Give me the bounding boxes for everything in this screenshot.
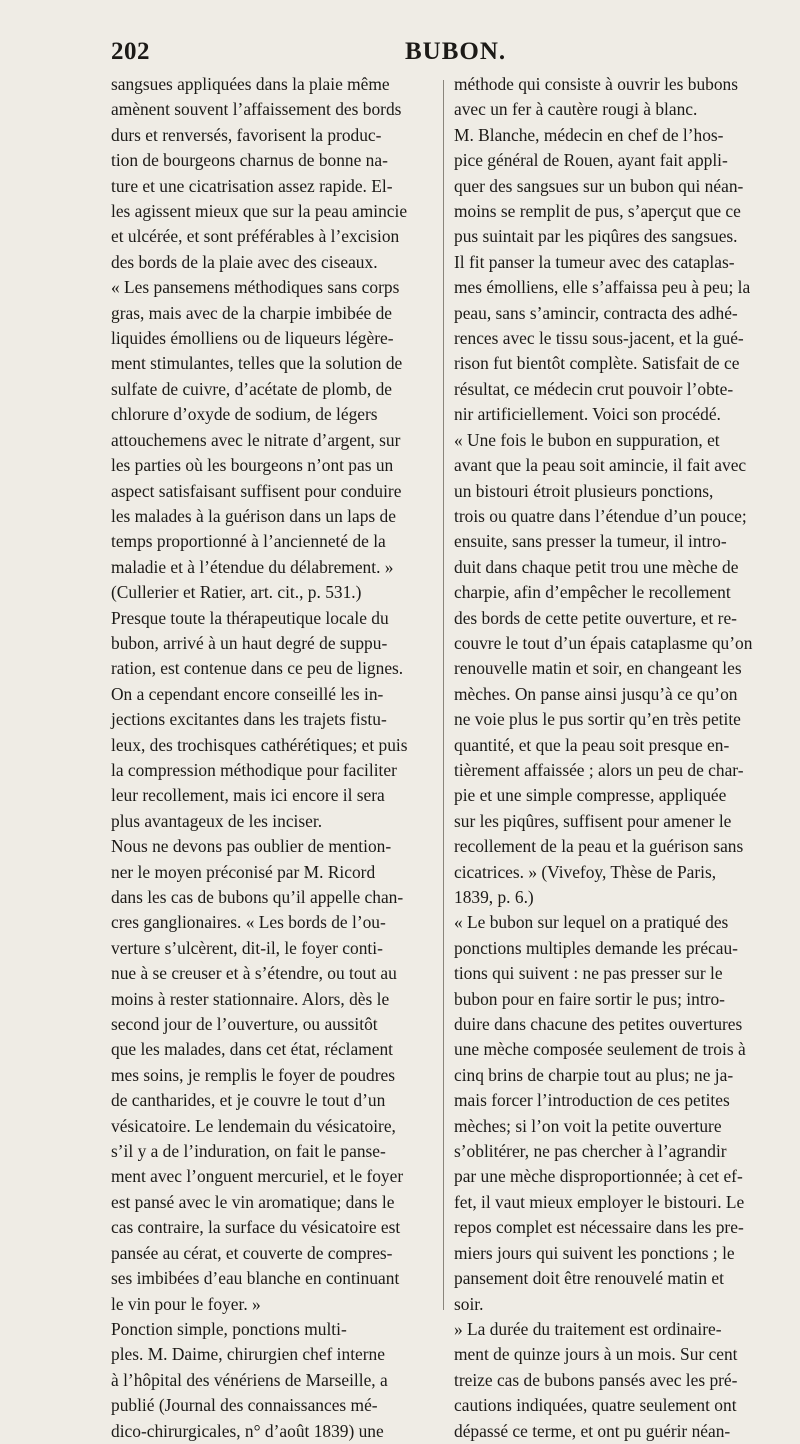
text-line: treize cas de bubons pansés avec les pré- (454, 1369, 738, 1390)
text-line: ne voie plus le pus sortir qu’en très petite (454, 709, 741, 730)
running-head: BUBON. (405, 38, 507, 65)
text-line: ses imbibées d’eau blanche en continuant (111, 1268, 400, 1289)
text-line: moins à rester stationnaire. Alors, dès le (111, 988, 390, 1009)
text-line: plus avantageux de les inciser. (111, 810, 323, 831)
text-line: pansement doit être renouvelé matin et (454, 1268, 724, 1289)
text-line: les parties où les bourgeons n’ont pas un (111, 455, 394, 476)
text-line: publié (Journal des connaissances mé- (111, 1395, 378, 1416)
right-column (454, 72, 774, 1444)
text-line: pice général de Rouen, ayant fait appli- (454, 150, 728, 171)
text-line: cres ganglionaires. « Les bords de l’ou- (111, 912, 386, 933)
text-line: quer des sangsues sur un bubon qui néan- (454, 175, 744, 196)
text-line: sur les piqûres, suffisent pour amener le (454, 810, 732, 831)
text-line: « Le bubon sur lequel on a pratiqué des (454, 912, 729, 933)
text-line: durs et renversés, favorisent la produc- (111, 124, 382, 145)
text-line: un bistouri étroit plusieurs ponctions, (454, 480, 714, 501)
text-line: Nous ne devons pas oublier de mention- (111, 836, 392, 857)
text-line: ensuite, sans presser la tumeur, il intro- (454, 531, 727, 552)
text-line: à l’hôpital des vénériens de Marseille, a (111, 1369, 388, 1390)
text-line: avant que la peau soit amincie, il fait avec (454, 455, 747, 476)
text-line: attouchemens avec le nitrate d’argent, sur (111, 429, 401, 450)
text-line: chlorure d’oxyde de sodium, de légers (111, 404, 378, 425)
text-line: le vin pour le foyer. » (111, 1293, 261, 1314)
text-line: (Cullerier et Ratier, art. cit., p. 531.) (111, 582, 362, 603)
text-line: ment avec l’onguent mercuriel, et le foyer (111, 1166, 404, 1187)
text-line: jections excitantes dans les trajets fistu- (111, 709, 387, 730)
text-line: leur recollement, mais ici encore il sera (111, 785, 385, 806)
text-line: trois ou quatre dans l’étendue d’un pouce; (454, 505, 747, 526)
text-line: rences avec le tissu sous-jacent, et la gué- (454, 328, 744, 349)
text-line: « Les pansemens méthodiques sans corps (111, 277, 400, 298)
text-line: tions qui suivent : ne pas presser sur le (454, 963, 723, 984)
text-line: » La durée du traitement est ordinaire- (454, 1318, 722, 1339)
text-line: mèches. On panse ainsi jusqu’à ce qu’on (454, 683, 738, 704)
text-line: cicatrices. » (Vivefoy, Thèse de Paris, (454, 861, 717, 882)
text-line: quantité, et que la peau soit presque en- (454, 734, 730, 755)
text-line: Presque toute la thérapeutique locale du (111, 607, 389, 628)
text-line: miers jours qui suivent les ponctions ; le (454, 1242, 735, 1263)
text-line: ture et une cicatrisation assez rapide. El- (111, 175, 393, 196)
text-line: mes émolliens, elle s’affaissa peu à peu; la (454, 277, 751, 298)
text-line: « Une fois le bubon en suppuration, et (454, 429, 720, 450)
text-line: tion de bourgeons charnus de bonne na- (111, 150, 388, 171)
text-line: vésicatoire. Le lendemain du vésicatoire, (111, 1115, 396, 1136)
text-line: des bords de cette petite ouverture, et re- (454, 607, 737, 628)
text-line: bubon, arrivé à un haut degré de suppu- (111, 632, 388, 653)
text-line: pus suintait par les piqûres des sangsues. (454, 226, 738, 247)
text-line: recollement de la peau et la guérison sans (454, 836, 744, 857)
text-line: ples. M. Daime, chirurgien chef interne (111, 1344, 385, 1365)
text-line: est pansé avec le vin aromatique; dans le (111, 1191, 395, 1212)
text-line: la compression méthodique pour faciliter (111, 759, 397, 780)
text-line: mais forcer l’introduction de ces petites (454, 1090, 730, 1111)
text-line: des bords de la plaie avec des ciseaux. (111, 251, 378, 272)
text-line: gras, mais avec de la charpie imbibée de (111, 302, 393, 323)
text-line: les agissent mieux que sur la peau amincie (111, 201, 408, 222)
text-line: second jour de l’ouverture, ou aussitôt (111, 1014, 378, 1035)
text-line: mes soins, je remplis le foyer de poudres (111, 1064, 395, 1085)
text-line: peau, sans s’amincir, contracta des adhé- (454, 302, 738, 323)
text-line: pie et une simple compresse, appliquée (454, 785, 727, 806)
text-line: duit dans chaque petit trou une mèche de (454, 556, 739, 577)
text-line: ner le moyen préconisé par M. Ricord (111, 861, 376, 882)
text-line: ment stimulantes, telles que la solution de (111, 353, 403, 374)
text-line: maladie et à l’étendue du délabrement. » (111, 556, 394, 577)
text-line: temps proportionné à l’ancienneté de la (111, 531, 386, 552)
text-line: rison fut bientôt complète. Satisfait de ce (454, 353, 740, 374)
column-divider (443, 80, 444, 1310)
text-line: avec un fer à cautère rougi à blanc. (454, 99, 698, 120)
text-line: ration, est contenue dans ce peu de lignes. (111, 658, 404, 679)
text-line: les malades à la guérison dans un laps de (111, 505, 396, 526)
text-line: charpie, afin d’empêcher le recollement (454, 582, 731, 603)
text-line: fet, il vaut mieux employer le bistouri. Le (454, 1191, 745, 1212)
text-line: sangsues appliquées dans la plaie même (111, 74, 390, 94)
text-line: par une mèche disproportionnée; à cet ef- (454, 1166, 743, 1187)
text-line: cas contraire, la surface du vésicatoire est (111, 1217, 401, 1238)
text-line: soir. (454, 1293, 484, 1314)
text-line: 1839, p. 6.) (454, 887, 534, 907)
text-line: dico-chirurgicales, n° d’août 1839) une (111, 1420, 384, 1441)
text-line: amènent souvent l’affaissement des bords (111, 99, 402, 120)
text-line: renouvelle matin et soir, en changeant les (454, 658, 742, 679)
text-line: une mèche composée seulement de trois à (454, 1039, 746, 1060)
text-line: couvre le tout d’un épais cataplasme qu’on (454, 632, 753, 653)
text-line: ponctions multiples demande les précau- (454, 937, 738, 958)
text-line: On a cependant encore conseillé les in- (111, 683, 384, 704)
text-line: Il fit panser la tumeur avec des cataplas- (454, 251, 735, 272)
text-line: repos complet est nécessaire dans les pre- (454, 1217, 744, 1238)
text-line: dépassé ce terme, et ont pu guérir néan- (454, 1420, 731, 1441)
text-line: cautions indiquées, quatre seulement ont (454, 1395, 737, 1416)
text-line: nir artificiellement. Voici son procédé. (454, 404, 721, 425)
text-line: s’il y a de l’induration, on fait le panse- (111, 1141, 386, 1162)
text-line: de cantharides, et je couvre le tout d’un (111, 1090, 386, 1111)
text-line: mèches; si l’on voit la petite ouverture (454, 1115, 722, 1136)
text-line: méthode qui consiste à ouvrir les bubons (454, 74, 738, 94)
text-line: et ulcérée, et sont préférables à l’excision (111, 226, 400, 247)
text-line: s’oblitérer, ne pas chercher à l’agrandir (454, 1141, 727, 1162)
text-line: tièrement affaissée ; alors un peu de char- (454, 759, 744, 780)
text-line: pansée au cérat, et couverte de compres- (111, 1242, 393, 1263)
text-line: sulfate de cuivre, d’acétate de plomb, de (111, 378, 393, 399)
text-line: verture s’ulcèrent, dit-il, le foyer conti- (111, 937, 383, 958)
page-number: 202 (111, 38, 150, 65)
text-line: que les malades, dans cet état, réclament (111, 1039, 393, 1060)
text-line: cinq brins de charpie tout au plus; ne ja- (454, 1064, 734, 1085)
text-line: résultat, ce médecin crut pouvoir l’obte- (454, 378, 734, 399)
text-line: duire dans chacune des petites ouvertures (454, 1014, 743, 1035)
text-line: ment de quinze jours à un mois. Sur cent (454, 1344, 738, 1365)
text-line: nue à se creuser et à s’étendre, ou tout au (111, 963, 397, 984)
text-line: liquides émolliens ou de liqueurs légère- (111, 328, 394, 349)
text-line: aspect satisfaisant suffisent pour conduire (111, 480, 402, 501)
left-column (111, 72, 433, 1444)
text-line: Ponction simple, ponctions multi- (111, 1318, 347, 1339)
text-line: dans les cas de bubons qu’il appelle chan- (111, 887, 404, 907)
text-line: bubon pour en faire sortir le pus; intro- (454, 988, 725, 1009)
text-line: moins se remplit de pus, s’aperçut que ce (454, 201, 741, 222)
text-line: M. Blanche, médecin en chef de l’hos- (454, 124, 724, 145)
text-line: leux, des trochisques cathérétiques; et puis (111, 734, 408, 755)
